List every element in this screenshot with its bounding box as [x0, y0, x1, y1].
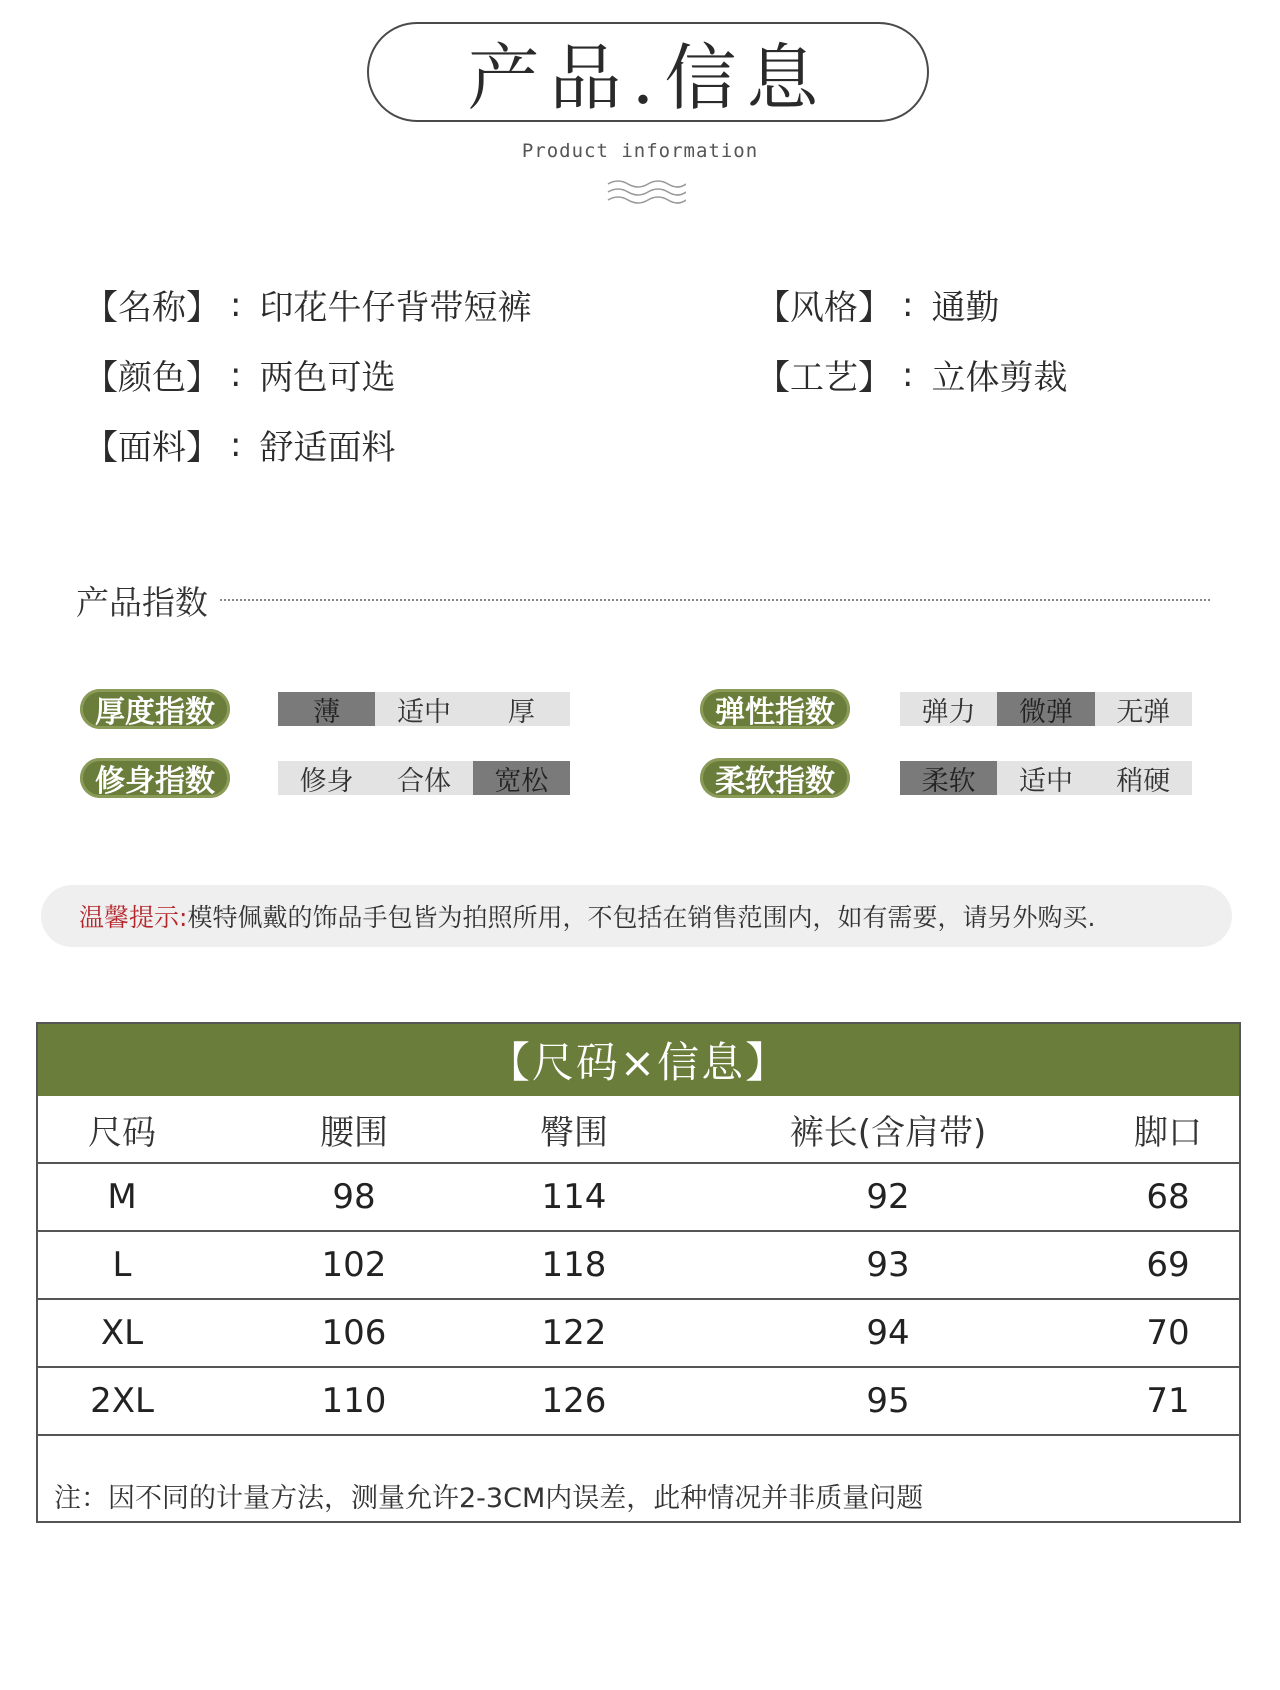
fit-badge: 修身指数: [80, 758, 230, 798]
info-style: [756, 280, 999, 329]
thickness-badge: 厚度指数: [80, 689, 230, 729]
dotted-divider: [220, 599, 1210, 601]
table-cell: 69: [1146, 1245, 1190, 1285]
info-name-sep: :: [230, 284, 242, 325]
size-table-title: 【尺码×信息】: [38, 1024, 1239, 1096]
info-name: [84, 280, 531, 329]
column-header: 腰围: [320, 1112, 388, 1153]
title-pill: [367, 22, 929, 122]
index-heading: 产品指数: [76, 583, 208, 622]
softness-option: 适中: [997, 761, 1094, 795]
table-cell: 106: [321, 1313, 387, 1353]
table-row: [38, 1300, 1239, 1368]
table-cell: 126: [541, 1381, 607, 1421]
elasticity-option: 无弹: [1095, 692, 1192, 726]
info-style-sep: :: [902, 284, 914, 325]
fit-scale: [278, 761, 570, 795]
info-name-label: 【名称】: [84, 288, 220, 328]
table-cell: 118: [541, 1245, 607, 1285]
table-cell: 102: [321, 1245, 387, 1285]
info-color-value: 两色可选: [259, 358, 396, 398]
table-cell: 122: [541, 1313, 607, 1353]
elasticity-scale: [900, 692, 1192, 726]
info-name-value: 印花牛仔背带短裤: [259, 288, 532, 328]
info-fabric-label: 【面料】: [84, 428, 220, 468]
wave-decoration-icon: [606, 178, 686, 206]
softness-scale: [900, 761, 1192, 795]
table-cell: 71: [1146, 1381, 1190, 1421]
tip-label: 温馨提示:: [79, 903, 188, 932]
thickness-option: 厚: [473, 692, 570, 726]
column-header: 脚口: [1134, 1112, 1202, 1153]
table-cell: L: [112, 1245, 132, 1285]
softness-badge: 柔软指数: [700, 758, 850, 798]
info-color-sep: :: [230, 354, 242, 395]
fit-option: 宽松: [473, 761, 570, 795]
softness-option: 稍硬: [1095, 761, 1192, 795]
table-cell: XL: [100, 1313, 144, 1353]
info-craft-sep: :: [902, 354, 914, 395]
info-color-label: 【颜色】: [84, 358, 220, 398]
info-craft-label: 【工艺】: [756, 358, 892, 398]
info-craft: [756, 350, 1067, 399]
table-cell: 98: [332, 1177, 376, 1217]
table-cell: 93: [866, 1245, 910, 1285]
table-cell: 70: [1146, 1313, 1190, 1353]
tip-bar: [41, 885, 1232, 947]
table-row: [38, 1164, 1239, 1232]
info-style-label: 【风格】: [756, 288, 892, 328]
column-header: 裤长(含肩带): [789, 1112, 987, 1153]
info-fabric-value: 舒适面料: [259, 428, 396, 468]
fit-option: 合体: [375, 761, 472, 795]
page-subtitle: Product information: [521, 140, 759, 162]
column-header: 臀围: [540, 1112, 608, 1153]
table-row: [38, 1232, 1239, 1300]
table-cell: M: [107, 1177, 137, 1217]
elasticity-option: 弹力: [900, 692, 997, 726]
size-table-header-row: [38, 1096, 1239, 1164]
softness-option: 柔软: [900, 761, 997, 795]
table-cell: 92: [866, 1177, 910, 1217]
thickness-scale: [278, 692, 570, 726]
table-row: [38, 1368, 1239, 1436]
page-title: 产品.信息: [467, 36, 829, 120]
tip-text: 模特佩戴的饰品手包皆为拍照所用，不包括在销售范围内，如有需要，请另外购买.: [187, 903, 1096, 932]
info-style-value: 通勤: [931, 288, 1000, 328]
table-cell: 114: [541, 1177, 607, 1217]
info-craft-value: 立体剪裁: [931, 358, 1068, 398]
table-cell: 95: [866, 1381, 910, 1421]
size-table-note: 注：因不同的计量方法，测量允许2-3CM内误差，此种情况并非质量问题: [54, 1483, 924, 1514]
table-cell: 2XL: [90, 1381, 154, 1421]
thickness-option: 薄: [278, 692, 375, 726]
table-cell: 110: [321, 1381, 387, 1421]
elasticity-option: 微弹: [997, 692, 1094, 726]
elasticity-badge: 弹性指数: [700, 689, 850, 729]
fit-option: 修身: [278, 761, 375, 795]
thickness-option: 适中: [375, 692, 472, 726]
info-fabric-sep: :: [230, 424, 242, 465]
info-color: [84, 350, 395, 399]
column-header: 尺码: [88, 1112, 156, 1153]
table-cell: 68: [1146, 1177, 1190, 1217]
size-table: [36, 1022, 1241, 1523]
table-cell: 94: [866, 1313, 910, 1353]
info-fabric: [84, 420, 395, 469]
